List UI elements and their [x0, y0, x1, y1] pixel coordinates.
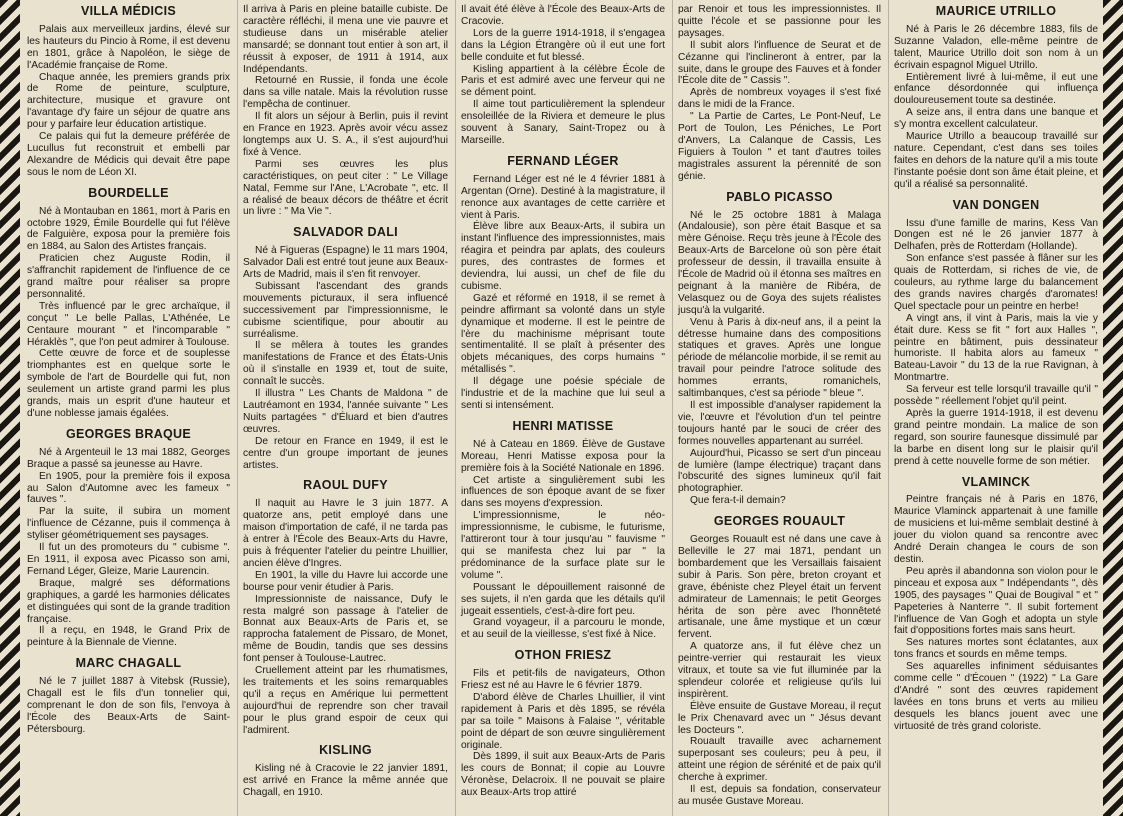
article-paragraph: Kisling né à Cracovie le 22 janvier 1891, est arrivé en France la même année que Chagall, en 1910.: [243, 763, 448, 799]
text-column-1: [22, 0, 235, 816]
article-paragraph: A seize ans, il entra dans une banque et s'y montra excellent calculateur.: [894, 107, 1098, 131]
article: [27, 426, 230, 649]
article-paragraph: Il se mêlera à toutes les grandes manifestations de France et des États-Unis où il s'installe en 1939 et, tout de suite, connaît le succès.: [243, 340, 448, 388]
article-paragraph: Né à Montauban en 1861, mort à Paris en octobre 1929, Émile Bourdelle qui fut l'élève de Falguière, exposa pour la première fois en 1884, au Salon des Artistes français.: [27, 205, 230, 253]
text-column-5: [888, 0, 1101, 816]
article: [678, 516, 881, 808]
article: [894, 6, 1098, 191]
article-paragraph: Palais aux merveilleux jardins, élevé sur les hauteurs du Pincio à Rome, il est devenu en 1801, grâce à Napoléon, le siège de l'Académie française de Rome.: [27, 23, 230, 71]
article-paragraph: Chaque année, les premiers grands prix de Rome de peinture, sculpture, architecture, musique et gravure ont l'avantage d'y faire un séjour de quatre ans pour y parfaire leur éducation artistique.: [27, 71, 230, 131]
article-paragraph: Il dégage une poésie spéciale de l'industrie et de la machine que lui seul a senti si intensément.: [461, 376, 665, 411]
article-paragraph: Subissant l'ascendant des grands mouvements picturaux, il sera influencé successivement par l'impressionnisme, le cubisme scientifique, pour aboutir au surréalisme.: [243, 280, 448, 340]
article-title: FERNAND LÉGER: [507, 153, 619, 168]
article-paragraph: Impressionniste de naissance, Dufy le resta malgré son passage à l'atelier de Bonnat aux Beaux-Arts de Paris et, se rapprocha fatalement de Pissaro, de Monet, même de Boudin, tandis que ses dessins font penser à Toulouse-Lautrec.: [243, 593, 448, 665]
article: [461, 418, 665, 641]
article-paragraph: Né à Paris le 26 décembre 1883, fils de Suzanne Valadon, elle-même peintre de talent, Maurice Utrillo doit son nom à un écrivain espagnol Miguel Utrillo.: [894, 23, 1098, 71]
article-paragraph: Peu après il abandonna son violon pour le pinceau et exposa aux " Indépendants ", dès 1905, des paysages " Quai de Bougival " et " Papeteries à Nanterre ". Il subit fortement l'influence de Van Gogh et adopta un style fait d'oppositions fortes mais sans heurt.: [894, 565, 1098, 637]
article-paragraph: Cet artiste a singulièrement subi les influences de son époque avant de se fixer dans ses moyens d'expression.: [461, 474, 665, 510]
article-paragraph: Venu à Paris à dix-neuf ans, il a peint la détresse humaine dans des compositions statiques et graves. Après une longue période de mélancolie morbide, il se remit au travail pour peindre l'atroce solitude des hommes errants, romanichels, saltimbanques, c'est sa période " bleue ".: [678, 316, 881, 400]
article-paragraph: Fils et petit-fils de navigateurs, Othon Friesz est né au Havre le 6 février 1879.: [461, 668, 665, 692]
article: [894, 197, 1098, 468]
article-paragraph: Braque, malgré ses déformations graphiques, a gardé les harmonies délicates et distinguées qui sont de la grande tradition française.: [27, 577, 230, 625]
article-paragraph: Poussant le dépouillement raisonné de ses sujets, il n'en garda que les détails qu'il jugeait essentiels, c'est-à-dire fort peu.: [461, 581, 665, 617]
article-paragraph: Parmi ses œuvres les plus caractéristiques, on peut citer : " Le Village Natal, Femme sur l'Ane, L'Acrobate ", etc. Il a réalisé de beaux décors de théâtre et écrit un livre : " Ma Vie ".: [243, 158, 448, 218]
article-paragraph: Ce palais qui fut la demeure préférée de Lucullus fut reconstruit et embelli par Alexandre de Médicis qui devait être pape sous le nom de Léon XI.: [27, 131, 230, 178]
article: [678, 189, 881, 508]
article-paragraph: Il arriva à Paris en pleine bataille cubiste. De caractère réfléchi, il mena une vie pauvre et studieuse dans un misérable atelier mansardé; se donnant tout entier à son art, il réussit à exposer, de 1911 à 1914, aux Indépendants.: [243, 4, 448, 75]
article-paragraph: Cette œuvre de force et de souplesse triomphantes est en quelque sorte le symbole de l'art de Bourdelle qui fut, non seulement un artiste grand parmi les plus grands, mais un esprit d'une hauteur et d'une noblesse jamais égalées.: [27, 348, 230, 419]
text-column-4: [672, 0, 886, 816]
article-paragraph: Il avait été élève à l'École des Beaux-Arts de Cracovie.: [461, 4, 665, 27]
article-paragraph: Né le 25 octobre 1881 à Malaga (Andalousie), son père était Basque et sa mère Génoise. Reçu très jeune à l'École des Beaux-Arts de Barcelone où son père était professeur de dessin, il travailla ensuite à l'École de Madrid où il étonna ses maîtres en peignant à la manière de Ribéra, de Velasquez ou de Goya des sujets réalistes jusqu'à la vulgarité.: [678, 209, 881, 316]
article-paragraph: A vingt ans, il vint à Paris, mais la vie y était dure. Kess se fit " fort aux Halles ", peintre en bâtiment, puis dessinateur humoriste. Il habita alors au fameux " Bateau-Lavoir " du 13 de la rue Ravignan, à Montmartre.: [894, 312, 1098, 384]
article: [27, 6, 230, 179]
article-paragraph: Son enfance s'est passée à flâner sur les quais de Rotterdam, si riches de vie, de couleurs, au rythme large du balancement des grands navires chargés d'aromates! Quel spectacle pour un peintre en herbe!: [894, 253, 1098, 312]
article: [243, 227, 448, 471]
article-paragraph: " La Partie de Cartes, Le Pont-Neuf, Le Port de Toulon, Les Péniches, Le Port d'Anvers, La Calanque de Cassis, Les Figuiers à Toulon " et tant d'autres toiles magistrales assurent la pérennité de son génie.: [678, 111, 881, 182]
article-title: OTHON FRIESZ: [514, 648, 612, 663]
article-paragraph: Grand voyageur, il a parcouru le monde, et au seuil de la vieillesse, s'est fixé à Nice.: [461, 617, 665, 641]
article: [243, 745, 448, 799]
article: [461, 153, 665, 412]
article-title: RAOUL DUFY: [303, 478, 388, 493]
article-title: MARC CHAGALL: [75, 656, 182, 671]
article-paragraph: Ses natures mortes sont éclatantes, aux tons francs et sourds en même temps.: [894, 637, 1098, 661]
article-paragraph: Lors de la guerre 1914-1918, il s'engagea dans la Légion Étrangère où il eut une fort belle conduite et fut blessé.: [461, 27, 665, 63]
article-paragraph: En 1901, la ville du Havre lui accorde une bourse pour venir étudier à Paris.: [243, 569, 448, 593]
article-paragraph: Il est impossible d'analyser rapidement la vie, l'œuvre et l'évolution d'un tel peintre toujours hanté par le souci de créer des formes nouvelles appartenant au surréel.: [678, 400, 881, 447]
article-paragraph: Maurice Utrillo a beaucoup travaillé sur nature. Cependant, c'est dans ses toiles faites en dehors de la nature qu'il a mis toute l'instante poésie dont son âme était pleine, et qu'il a réalisé sa personnalité.: [894, 131, 1098, 190]
article-paragraph: Il fit alors un séjour à Berlin, puis il revint en France en 1923. Après avoir vécu assez longtemps aux U. S. A., il s'est aujourd'hui fixé à Vence.: [243, 111, 448, 158]
article-title: BOURDELLE: [88, 185, 169, 200]
article-paragraph: Kisling appartient à la célèbre École de Paris et est admiré avec une ferveur qui ne se dément point.: [461, 63, 665, 99]
article-paragraph: Cruellement atteint par les rhumatismes, les traitements et les soins remarquables qu'il a reçus en Amérique lui permettent aujourd'hui de reprendre son cher travail pour le plus grand espoir de ceux qui l'admirent.: [243, 665, 448, 736]
article-paragraph: Né à Cateau en 1869. Élève de Gustave Moreau, Henri Matisse exposa pour la première fois à la Société Nationale en 1896.: [461, 438, 665, 474]
article-paragraph: Retourné en Russie, il fonda une école dans sa ville natale. Mais la révolution russe l'empêcha de continuer.: [243, 75, 448, 111]
article-paragraph: Entièrement livré à lui-même, il eut une enfance désordonnée qui influença douloureusement toute sa destinée.: [894, 71, 1098, 107]
article: [461, 650, 665, 799]
article-paragraph: L'impressionnisme, le néo-impressionnisme, le cubisme, le futurisme, l'attireront tour à tour jusqu'au " fauvisme " qui se manifesta chez lui par " la prédominance de la surface plate sur le volume ".: [461, 510, 665, 581]
article-paragraph: Que fera-t-il demain?: [690, 495, 786, 507]
article-title: KISLING: [319, 743, 372, 758]
article-title: GEORGES ROUAULT: [713, 514, 846, 529]
article-paragraph: Il fut un des promoteurs du " cubisme ". En 1911, il exposa avec Picasso son ami, Fernand Léger, Gleize, Marie Laurencin.: [27, 542, 230, 577]
article-paragraph: Né à Argenteuil le 13 mai 1882, Georges Braque a passé sa jeunesse au Havre.: [27, 446, 230, 470]
article-title: MAURICE UTRILLO: [935, 4, 1057, 18]
article-paragraph: Par la suite, il subira un moment l'influence de Cézanne, puis il commença à styliser géométriquement ses paysages.: [27, 506, 230, 542]
article-paragraph: Après la guerre 1914-1918, il est devenu grand peintre mondain. La malice de son regard, son sourire faunesque dissimulé par la barbe en disent long sur le plaisir qu'il prend à cette nouvelle forme de son métier.: [894, 408, 1098, 467]
article-title: GEORGES BRAQUE: [65, 426, 192, 441]
article-paragraph: Peintre français né à Paris en 1876, Maurice Vlaminck appartenait à une famille de musiciens et lui-même semblait destiné à jouer du violon quand sa rencontre avec André Derain changea le cours de son destin.: [894, 494, 1098, 565]
article-title: PABLO PICASSO: [726, 189, 833, 204]
article-paragraph: par Renoir et tous les impressionnistes. Il quitte l'école et se passionne pour les paysages.: [678, 4, 881, 39]
article-title: HENRI MATISSE: [512, 418, 614, 433]
article-title: VILLA MÉDICIS: [80, 4, 177, 18]
article-paragraph: Rouault travaille avec acharnement superposant ses couleurs; peu à peu, il atteint une région de sérénité et de paix qu'il cherche à exprimer.: [678, 736, 881, 784]
article: [27, 185, 230, 420]
article: [27, 658, 230, 735]
article-title: VAN DONGEN: [952, 197, 1040, 212]
article: [678, 4, 881, 183]
article-paragraph: Dès 1899, il suit aux Beaux-Arts de Paris les cours de Bonnat; il copie au Louvre Véronèse, Delacroix. Il ne pouvait se plaire aux Beaux-Arts trop attiré: [461, 751, 665, 799]
article-paragraph: Issu d'une famille de marins, Kess Van Dongen est né le 26 janvier 1877 à Delhafen, près de Rotterdam (Hollande).: [894, 217, 1098, 253]
left-decorative-border: [0, 0, 20, 816]
article-paragraph: Il illustra " Les Chants de Maldona " de Lautréamont en 1934, l'année suivante " Les Nuits partagées " d'Éluard et bien d'autres œuvres.: [243, 388, 448, 435]
article-title: VLAMINCK: [961, 474, 1031, 489]
article-paragraph: Georges Rouault est né dans une cave à Belleville le 27 mai 1871, pendant un bombardement que les Versaillais faisaient subir à Paris. Son père, breton croyant et grave, ébéniste chez Pleyel était un fervent admirateur de Lamennais; le petit Georges hérita de son père avec l'honnêteté artisanale, une âme mystique et un cœur fervent.: [678, 534, 881, 641]
article-paragraph: Élève ensuite de Gustave Moreau, il reçut le Prix Chenavard avec un " Jésus devant les Docteurs ".: [678, 700, 881, 736]
text-column-3: [455, 0, 670, 816]
article-paragraph: Il est, depuis sa fondation, conservateur au musée Gustave Moreau.: [678, 784, 881, 807]
article-paragraph: Il naquit au Havre le 3 juin 1877. A quatorze ans, petit employé dans une maison d'importation de café, il ne tarda pas à entrer à l'École des Beaux-Arts du Havre, puis à fréquenter l'atelier du peintre Lhuillier, ancien élève d'Ingres.: [243, 498, 448, 569]
article: [894, 474, 1098, 733]
article-paragraph: Élève libre aux Beaux-Arts, il subira un instant l'influence des impressionnistes, mais réagira et peindra par aplats, des couleurs pures, des contrastes de formes et deviendra, lui aussi, un chef de file du cubisme.: [461, 221, 665, 292]
article-paragraph: Il a reçu, en 1948, le Grand Prix de peinture à la Biennale de Vienne.: [27, 625, 230, 649]
article-paragraph: Sa ferveur est telle lorsqu'il travaille qu'il " possède " réellement l'objet qu'il peint.: [894, 384, 1098, 408]
article: [461, 4, 665, 147]
article: [243, 480, 448, 736]
article-paragraph: Très influencé par le grec archaïque, il conçut " Le belle Pallas, L'Athénée, Le Centaure mourant " et l'incomparable " Héraklès ", que l'on peut admirer à Toulouse.: [27, 300, 230, 348]
article: [243, 4, 448, 218]
article-paragraph: De retour en France en 1949, il est le centre d'un groupe important de jeunes artistes.: [243, 435, 448, 471]
article-paragraph: Gazé et réformé en 1918, il se remet à peindre affirmant sa volonté dans un style dynamique et moderne. Il est le peintre de l'ère du machinisme méprisant toute sentimentalité. Il se plaît à présenter des objets mécaniques, des corps humains " métallisés ".: [461, 292, 665, 376]
article-paragraph: Né le 7 juillet 1887 à Vitebsk (Russie), Chagall est le fils d'un tonnelier qui, comprenant le don de son fils, l'envoya à l'École des Beaux-Arts de Saint-Pétersbourg.: [27, 676, 230, 735]
article-paragraph: Fernand Léger est né le 4 février 1881 à Argentan (Orne). Destiné à la magistrature, il renonce aux avantages de cette carrière et vient à Paris.: [461, 173, 665, 221]
article-title: SALVADOR DALI: [293, 225, 398, 240]
article-paragraph: D'abord élève de Charles Lhuillier, il vint rapidement à Paris et dès 1895, se révéla par sa toile " Maisons à Falaise ", véritable point de départ de son œuvre singulièrement originale.: [461, 691, 665, 751]
article-paragraph: A quatorze ans, il fut élève chez un peintre-verrier qui restaurait les vieux vitraux, et toute sa vie fut illuminée par la splendeur colorée et religieuse qu'ils lui inspirèrent.: [678, 641, 881, 700]
article-paragraph: Ses aquarelles infiniment séduisantes comme celle " d'Écouen " (1922) " La Gare d'André " sont des œuvres rapidement lavées en tons bruns et verts au milieu desquels les blancs jouent avec une virtuosité de très grand coloriste.: [894, 661, 1098, 732]
article-paragraph: Aujourd'hui, Picasso se sert d'un pinceau de lumière (lampe électrique) traçant dans l'obscurité des signes lumineux qu'il fait photographier.: [678, 447, 881, 495]
newspaper-page: [22, 0, 1101, 816]
article-paragraph: Né à Figueras (Espagne) le 11 mars 1904, Salvador Dali est entré tout jeune aux Beaux-Arts de Madrid, mais il s'en fit renvoyer.: [243, 245, 449, 281]
article-paragraph: Praticien chez Auguste Rodin, il s'affranchit rapidement de l'influence de ce grand maître pour réaliser sa propre personnalité.: [27, 253, 230, 300]
article-paragraph: Après de nombreux voyages il s'est fixé dans le midi de la France.: [678, 87, 881, 111]
article-paragraph: En 1905, pour la première fois il exposa au Salon d'Automne avec les fameux " fauves ".: [27, 470, 230, 506]
article-paragraph: Il aime tout particulièrement la splendeur ensoleillée de la Riviera et demeure le plus souvent à Sanary, Saint-Tropez ou à Marseille.: [461, 99, 665, 146]
right-decorative-border: [1103, 0, 1123, 816]
text-column-2: [237, 0, 453, 816]
article-paragraph: Il subit alors l'influence de Seurat et de Cézanne qui l'inclineront à entrer, par la suite, dans le groupe des Fauves et à fonder l'École dite de " Cassis ".: [678, 39, 881, 87]
